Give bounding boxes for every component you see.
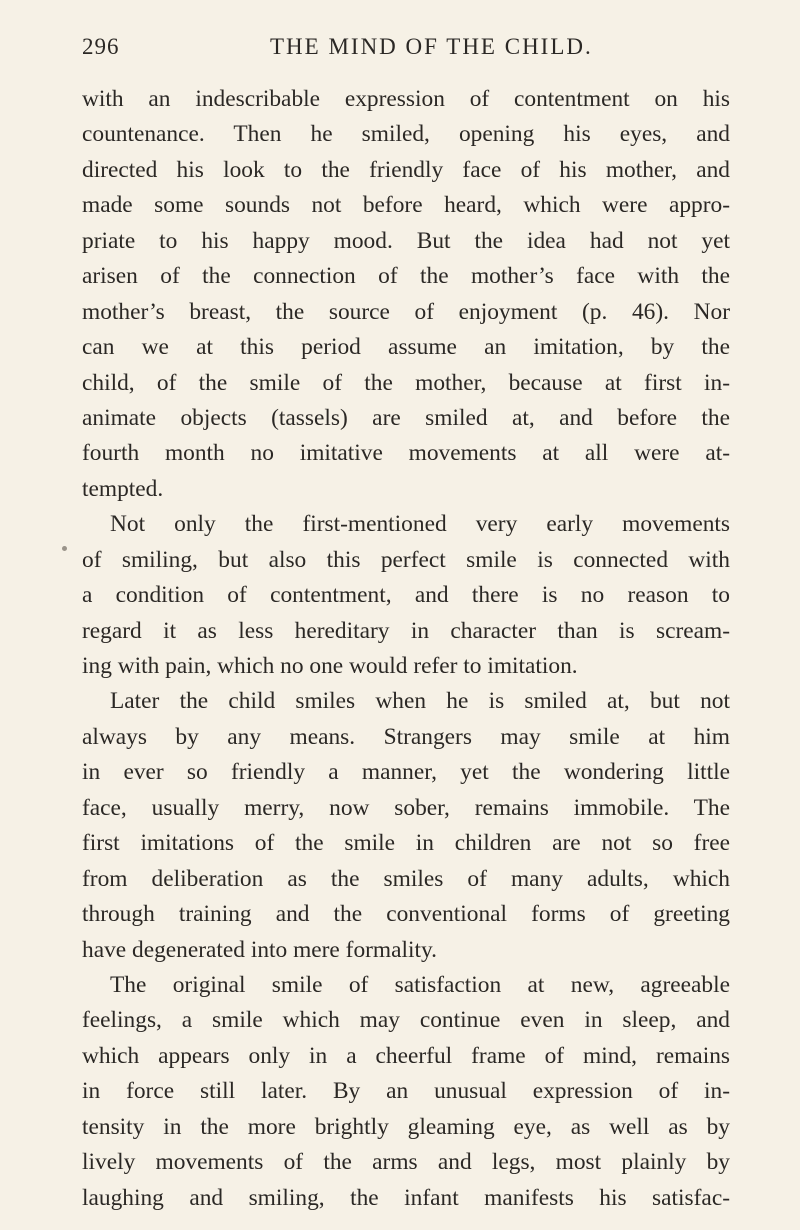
text-line: can we at this period assume an imitation, by the: [82, 334, 730, 361]
text-line: animate objects (tassels) are smiled at, and before the: [82, 404, 730, 431]
paragraph-start-line: Later the child smiles when he is smiled at, but not: [110, 688, 730, 715]
text-line: priate to his happy mood. But the idea had not yet: [82, 227, 730, 254]
margin-dot-mark: [62, 546, 67, 551]
running-title: THE MIND OF THE CHILD.: [270, 34, 593, 59]
paragraph-start-line: Not only the first-mentioned very early movements: [110, 511, 730, 538]
text-line: lively movements of the arms and legs, most plainly by: [82, 1149, 730, 1176]
text-line: child, of the smile of the mother, because at first in-: [82, 369, 730, 396]
text-line: laughing and smiling, the infant manifests his satisfac-: [82, 1184, 730, 1211]
text-line: face, usually merry, now sober, remains immobile. The: [82, 794, 730, 821]
running-head: [82, 34, 730, 64]
text-line: tensity in the more brightly gleaming eye, as well as by: [82, 1113, 730, 1140]
text-line: a condition of contentment, and there is no reason to: [82, 582, 730, 609]
paragraph-end-line: have degenerated into mere formality.: [82, 936, 438, 963]
text-line: mother’s breast, the source of enjoyment (p. 46). Nor: [82, 298, 730, 325]
text-line: directed his look to the friendly face of his mother, and: [82, 156, 730, 183]
body-text: [82, 82, 730, 1216]
text-line: always by any means. Strangers may smile at him: [82, 723, 730, 750]
text-line: feelings, a smile which may continue even in sleep, and: [82, 1007, 730, 1034]
text-line: which appears only in a cheerful frame of mind, remains: [82, 1042, 730, 1069]
text-line: first imitations of the smile in children are not so free: [82, 830, 730, 857]
text-line: fourth month no imitative movements at all were at-: [82, 440, 730, 467]
paragraph-start-line: The original smile of satisfaction at new, agreeable: [110, 971, 730, 998]
text-line: in force still later. By an unusual expression of in-: [82, 1078, 730, 1105]
text-line: countenance. Then he smiled, opening his eyes, and: [82, 121, 730, 148]
text-line: made some sounds not before heard, which were appro-: [82, 192, 730, 219]
text-line: of smiling, but also this perfect smile is connected with: [82, 546, 730, 573]
paragraph-end-line: tempted.: [82, 475, 164, 502]
text-line: with an indescribable expression of contentment on his: [82, 86, 730, 112]
text-line: arisen of the connection of the mother’s face with the: [82, 263, 730, 290]
page-number: 296: [82, 34, 120, 59]
text-line: through training and the conventional forms of greeting: [82, 901, 730, 928]
text-line: from deliberation as the smiles of many adults, which: [82, 865, 730, 892]
text-line: regard it as less hereditary in character than is scream-: [82, 617, 730, 644]
paragraph-end-line: ing with pain, which no one would refer to imitation.: [82, 653, 578, 679]
text-line: in ever so friendly a manner, yet the wondering little: [82, 759, 730, 786]
